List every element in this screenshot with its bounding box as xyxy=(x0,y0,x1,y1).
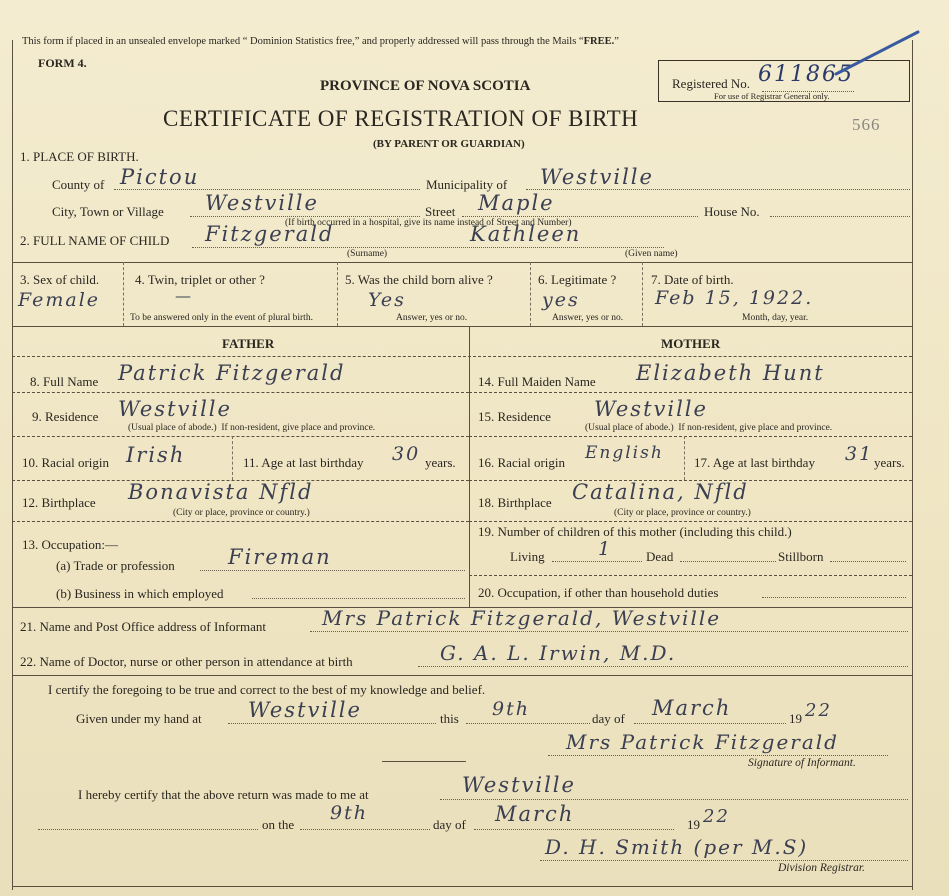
place-of-birth-heading: 1. PLACE OF BIRTH. xyxy=(20,149,139,164)
given-day-value: 9th xyxy=(492,698,530,720)
mother-occupation-line xyxy=(762,597,906,598)
mother-age-label: 17. Age at last birthday xyxy=(694,455,815,470)
twin-note: To be answered only in the event of plural birth. xyxy=(130,313,313,323)
return-place-line xyxy=(440,799,908,800)
return-day-line xyxy=(300,829,430,830)
registrar-caption: Division Registrar. xyxy=(778,862,865,874)
mother-age-divider xyxy=(684,436,685,480)
doctor-value: G. A. L. Irwin, M.D. xyxy=(440,641,677,665)
city-line xyxy=(190,216,420,217)
alive-note: Answer, yes or no. xyxy=(396,313,468,323)
father-trade-label: (a) Trade or profession xyxy=(56,558,175,573)
dead-line xyxy=(680,561,776,562)
father-racial-value: Irish xyxy=(126,443,186,467)
county-line xyxy=(114,189,420,190)
pen-stroke-mark xyxy=(830,28,922,78)
return-blank-line xyxy=(38,829,258,830)
father-birthplace-note: (City or place, province or country.) xyxy=(173,508,310,518)
mother-racial-value: English xyxy=(585,443,664,463)
mail-notice: This form if placed in an unsealed envelope marked “ Dominion Statistics free,” and properly addressed will pass through the Mails “FREE.” xyxy=(22,36,619,47)
form-number: FORM 4. xyxy=(38,56,87,70)
sex-label: 3. Sex of child. xyxy=(20,272,100,287)
child-surname: Fitzgerald xyxy=(205,222,335,246)
father-row-line-1 xyxy=(12,392,469,393)
given-place-value: Westville xyxy=(248,698,362,722)
row3-bottom-line xyxy=(12,326,912,327)
father-row-line-2 xyxy=(12,436,469,437)
father-age-value: 30 xyxy=(392,443,421,465)
father-age-label: 11. Age at last birthday xyxy=(243,455,364,470)
return-month-value: March xyxy=(495,802,575,826)
father-residence-label: 9. Residence xyxy=(32,409,99,424)
father-trade-value: Fireman xyxy=(228,545,332,569)
street-label: Street xyxy=(425,204,456,219)
return-year-prefix: 19 xyxy=(687,817,700,832)
row3-top-line xyxy=(12,262,912,263)
bottom-border xyxy=(12,886,912,887)
mother-name-label: 14. Full Maiden Name xyxy=(478,374,596,389)
child-name-label: 2. FULL NAME OF CHILD xyxy=(20,233,170,248)
father-age-divider xyxy=(232,436,233,480)
given-day-line xyxy=(466,723,590,724)
date-value: Feb 15, 1922. xyxy=(655,287,814,309)
living-line xyxy=(552,561,642,562)
father-name-label: 8. Full Name xyxy=(30,374,99,389)
mother-row-line-5 xyxy=(469,575,912,576)
mother-racial-label: 16. Racial origin xyxy=(478,455,566,470)
stamp-number: 566 xyxy=(852,115,881,134)
row3-divider-3 xyxy=(530,262,531,326)
street-value: Maple xyxy=(478,191,555,215)
given-month-value: March xyxy=(652,696,732,720)
date-note: Month, day, year. xyxy=(742,313,809,323)
given-place-line xyxy=(228,723,436,724)
father-name-value: Patrick Fitzgerald xyxy=(118,361,346,385)
informant-line xyxy=(310,631,908,632)
mother-name-value: Elizabeth Hunt xyxy=(636,361,825,385)
mother-occupation-label: 20. Occupation, if other than household duties xyxy=(478,585,719,600)
legitimate-value: yes xyxy=(542,289,580,311)
doctor-label: 22. Name of Doctor, nurse or other person in attendance at birth xyxy=(20,654,353,669)
right-border xyxy=(912,40,913,890)
year-prefix: 19 xyxy=(789,711,802,726)
given-year-value: 22 xyxy=(805,700,832,721)
informant-signature-line xyxy=(548,755,888,756)
municipality-value: Westville xyxy=(540,165,654,189)
child-name-line xyxy=(192,247,664,248)
return-day-of-label: day of xyxy=(433,817,466,832)
father-racial-label: 10. Racial origin xyxy=(22,455,110,470)
this-label: this xyxy=(440,711,459,726)
stillborn-line xyxy=(830,561,906,562)
registrar-signature: D. H. Smith (per M.S) xyxy=(545,835,809,859)
parents-divider xyxy=(469,326,470,607)
mother-row-line-4 xyxy=(469,521,912,522)
municipality-line xyxy=(526,189,910,190)
county-label: County of xyxy=(52,177,105,192)
on-the-label: on the xyxy=(262,817,295,832)
certification-statement: I certify the foregoing to be true and correct to the best of my knowledge and belief. xyxy=(48,682,486,697)
parents-heading-line xyxy=(12,356,912,357)
given-month-line xyxy=(634,723,786,724)
alive-label: 5. Was the child born alive ? xyxy=(345,272,493,287)
sex-value: Female xyxy=(18,289,101,311)
province-heading: PROVINCE OF NOVA SCOTIA xyxy=(320,78,531,94)
father-abode-note: (Usual place of abode.) If non-resident, give place and province. xyxy=(128,423,376,433)
mother-heading: MOTHER xyxy=(661,336,721,351)
informant-signature-caption: Signature of Informant. xyxy=(748,757,856,769)
father-heading: FATHER xyxy=(222,336,275,351)
mother-abode-note: (Usual place of abode.) If non-resident, give place and province. xyxy=(585,423,833,433)
date-label: 7. Date of birth. xyxy=(651,272,734,287)
subtitle: (BY PARENT OR GUARDIAN) xyxy=(373,138,525,150)
registrar-signature-line xyxy=(540,860,908,861)
day-of-label: day of xyxy=(592,711,625,726)
dead-label: Dead xyxy=(646,549,674,564)
registered-number: 611865 xyxy=(758,62,854,87)
city-value: Westville xyxy=(205,191,319,215)
father-residence-value: Westville xyxy=(118,397,232,421)
street-line xyxy=(462,216,698,217)
informant-signature: Mrs Patrick Fitzgerald xyxy=(566,730,839,754)
mother-years: years. xyxy=(874,455,905,470)
legitimate-note: Answer, yes or no. xyxy=(552,313,624,323)
child-given-name: Kathleen xyxy=(470,222,582,246)
registered-label: Registered No. xyxy=(672,76,750,91)
mother-children-label: 19. Number of children of this mother (including this child.) xyxy=(478,524,792,539)
father-birthplace-label: 12. Birthplace xyxy=(22,495,96,510)
father-years: years. xyxy=(425,455,456,470)
certification-top-line xyxy=(12,675,912,676)
return-statement: I hereby certify that the above return was made to me at xyxy=(78,787,369,802)
row3-divider-2 xyxy=(337,262,338,326)
father-business-label: (b) Business in which employed xyxy=(56,586,224,601)
mother-age-value: 31 xyxy=(845,443,874,465)
city-label: City, Town or Village xyxy=(52,204,164,219)
living-label: Living xyxy=(510,549,545,564)
house-label: House No. xyxy=(704,204,760,219)
father-birthplace-value: Bonavista Nfld xyxy=(128,480,314,504)
row3-divider-1 xyxy=(123,262,124,326)
municipality-label: Municipality of xyxy=(426,177,508,192)
alive-value: Yes xyxy=(368,289,406,311)
doctor-line xyxy=(418,666,908,667)
mother-residence-label: 15. Residence xyxy=(478,409,551,424)
stillborn-label: Stillborn xyxy=(778,549,824,564)
registrar-note: For use of Registrar General only. xyxy=(714,91,830,101)
row3-divider-4 xyxy=(642,262,643,326)
return-month-line xyxy=(474,829,674,830)
father-business-line xyxy=(252,598,465,599)
house-line xyxy=(770,216,910,217)
return-day-value: 9th xyxy=(330,802,368,824)
mother-birthplace-label: 18. Birthplace xyxy=(478,495,552,510)
mother-residence-value: Westville xyxy=(594,397,708,421)
mother-row-line-1 xyxy=(469,392,912,393)
given-caption: (Given name) xyxy=(625,249,678,259)
hospital-note: (If birth occurred in a hospital, give its name instead of Street and Number) xyxy=(285,218,572,228)
return-place-value: Westville xyxy=(462,773,576,797)
father-trade-line xyxy=(200,570,465,571)
legitimate-label: 6. Legitimate ? xyxy=(538,272,617,287)
return-year-value: 22 xyxy=(703,806,730,827)
twin-value: — xyxy=(175,286,193,305)
informant-value: Mrs Patrick Fitzgerald, Westville xyxy=(322,606,722,630)
mother-birthplace-value: Catalina, Nfld xyxy=(572,480,749,504)
separator-rule xyxy=(382,761,466,762)
given-label: Given under my hand at xyxy=(76,711,202,726)
surname-caption: (Surname) xyxy=(347,249,388,259)
page-title: CERTIFICATE OF REGISTRATION OF BIRTH xyxy=(163,106,639,131)
informant-label: 21. Name and Post Office address of Informant xyxy=(20,619,266,634)
living-value: 1 xyxy=(598,538,613,560)
mother-row-line-2 xyxy=(469,436,912,437)
twin-label: 4. Twin, triplet or other ? xyxy=(135,272,265,287)
county-value: Pictou xyxy=(120,165,200,189)
father-row-line-4 xyxy=(12,521,469,522)
father-occupation-label: 13. Occupation:— xyxy=(22,537,119,552)
left-border xyxy=(12,40,13,890)
mother-birthplace-note: (City or place, province or country.) xyxy=(614,508,751,518)
